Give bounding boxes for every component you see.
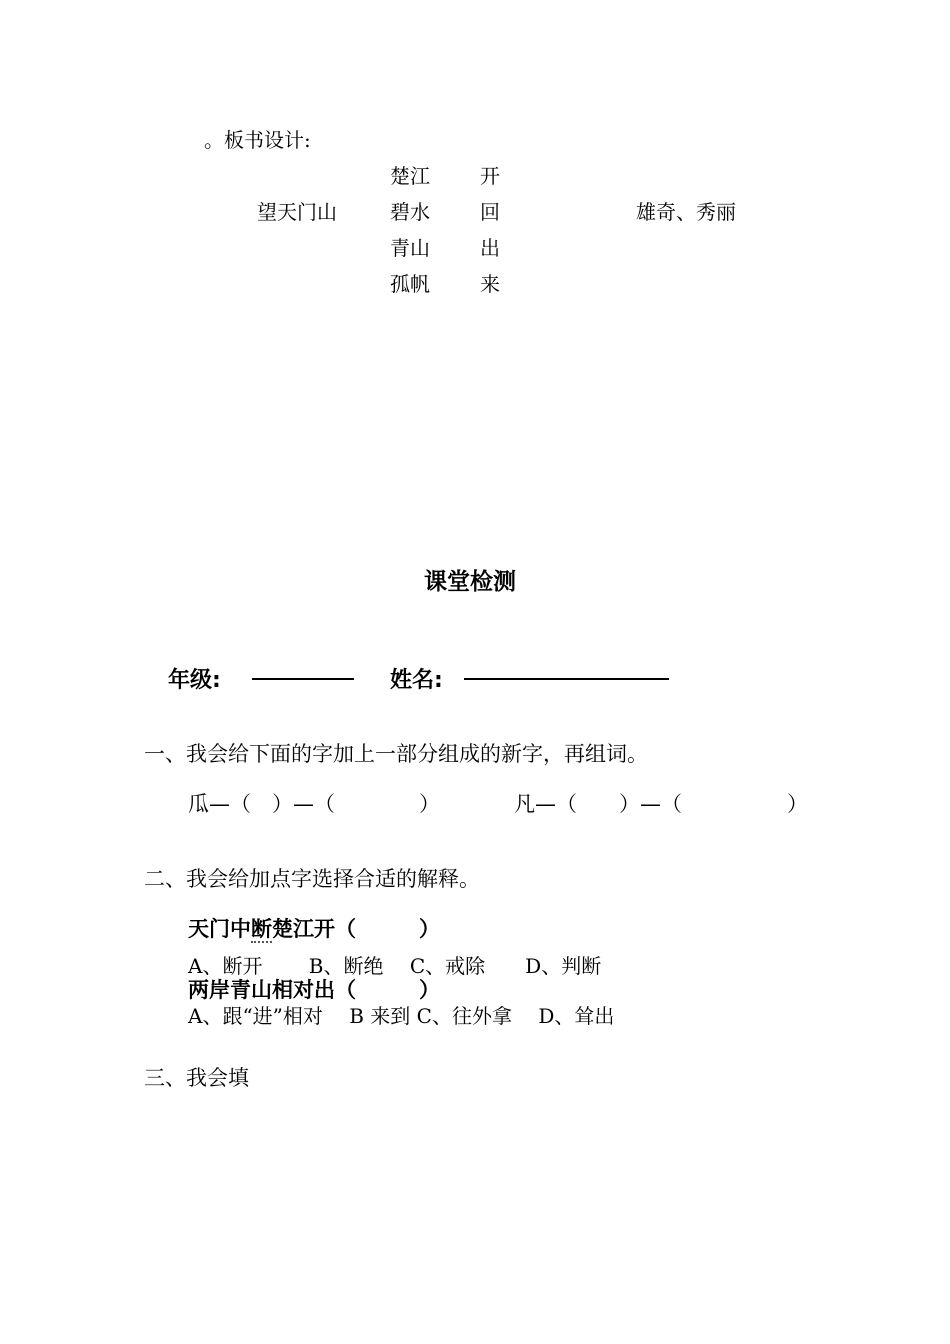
board-noun: 孤帆 (390, 272, 430, 296)
board-noun: 楚江 (390, 164, 430, 188)
sentence-1-prefix: 天门中 (188, 917, 251, 941)
question-2-title: 二、我会给加点字选择合适的解释。 (144, 867, 480, 891)
board-heading: 。板书设计: (204, 128, 311, 152)
question-1-item-b: 凡—（ ）—（ ） (514, 792, 808, 816)
sentence-1-suffix: 楚江开（ ） (272, 917, 440, 941)
name-label: 姓名: (390, 668, 443, 693)
grade-blank-line (252, 678, 354, 680)
question-2-options-1: A、断开 B、断绝 C、戒除 D、判断 (188, 954, 602, 978)
board-noun: 碧水 (390, 200, 430, 224)
board-poem-title: 望天门山 (257, 200, 337, 224)
board-summary: 雄奇、秀丽 (636, 200, 736, 224)
question-2-sentence-1 (188, 913, 440, 943)
board-verb: 开 (480, 164, 500, 188)
grade-label: 年级: (168, 668, 221, 693)
board-noun: 青山 (390, 236, 430, 260)
board-verb: 出 (480, 236, 500, 260)
name-blank-line (464, 678, 669, 680)
question-1-item-a: 瓜—（ ）—（ ） (188, 792, 440, 816)
question-2-options-2: A、跟“进”相对 B 来到 C、往外拿 D、耸出 (188, 1004, 615, 1028)
dotted-character: 断 (251, 917, 272, 941)
board-verb: 回 (480, 200, 500, 224)
question-2-sentence-2: 两岸青山相对出（ ） (188, 978, 440, 1002)
board-verb: 来 (480, 272, 500, 296)
question-1-title: 一、我会给下面的字加上一部分组成的新字，再组词。 (144, 742, 648, 766)
test-title: 课堂检测 (424, 569, 516, 595)
question-3-title: 三、我会填 (144, 1066, 249, 1090)
